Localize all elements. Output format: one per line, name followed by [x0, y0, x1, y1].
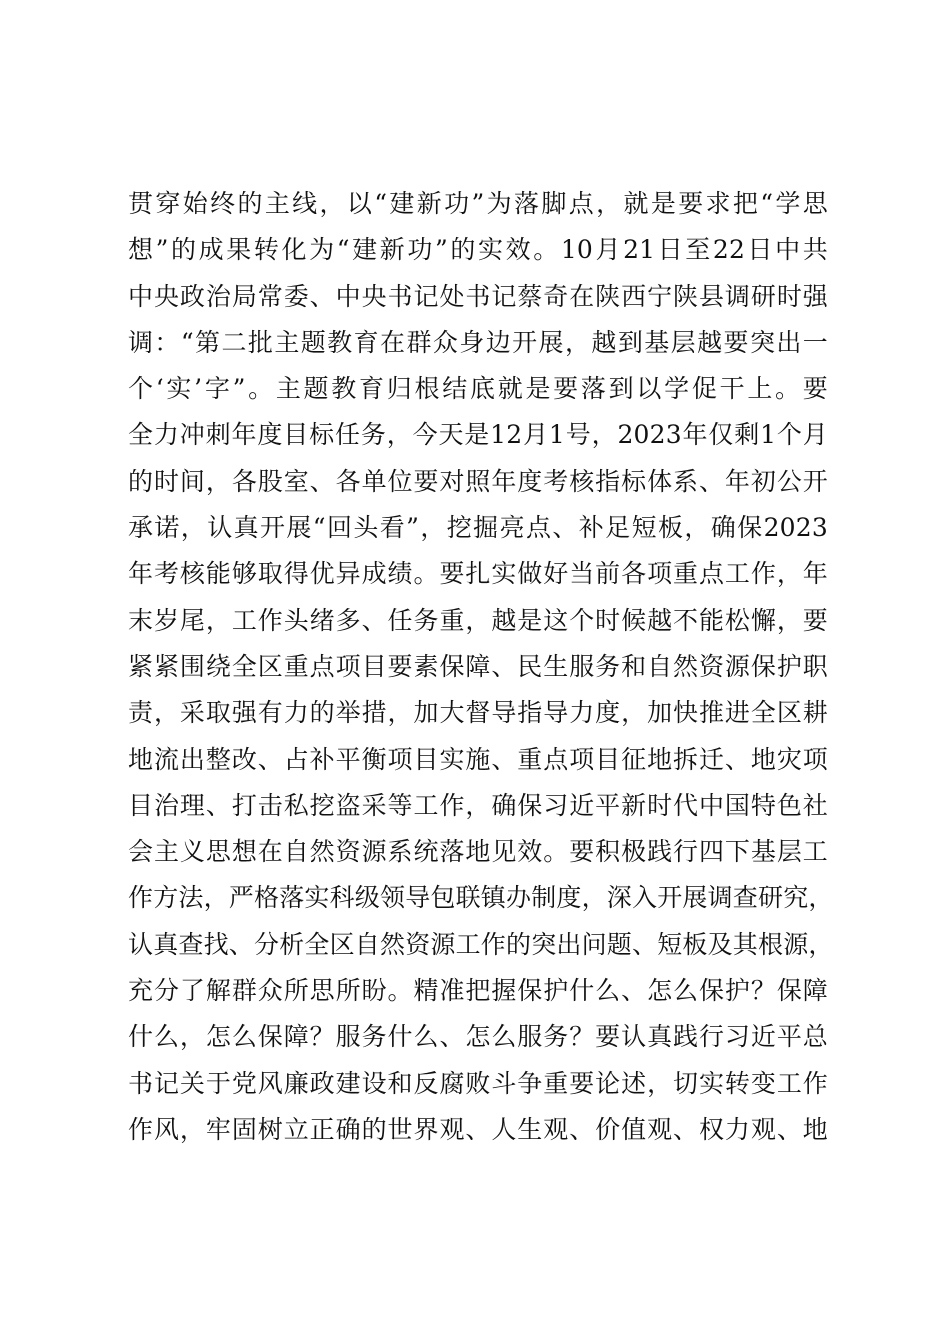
- text-line: 中央政治局常委、中央书记处书记蔡奇在陕西宁陕县调研时强: [128, 281, 828, 311]
- text-line: 年考核能够取得优异成绩。要扎实做好当前各项重点工作，年: [128, 559, 828, 589]
- text-line: 书记关于党风廉政建设和反腐败斗争重要论述，切实转变工作: [128, 1068, 828, 1098]
- text-line: 贯穿始终的主线，以“建新功”为落脚点，就是要求把“学思: [128, 189, 828, 218]
- text-line: 全力冲刺年度目标任务，今天是12月1号，2023年仅剩1个月: [128, 420, 828, 450]
- text-line: 承诺，认真开展“回头看”，挖掘亮点、补足短板，确保2023: [128, 513, 828, 543]
- text-line: 认真查找、分析全区自然资源工作的突出问题、短板及其根源，: [128, 929, 834, 959]
- text-line: 想”的成果转化为“建新功”的实效。10月21日至22日中共: [128, 235, 828, 265]
- text-line: 末岁尾，工作头绪多、任务重，越是这个时候越不能松懈，要: [128, 605, 828, 635]
- text-line: 作风，牢固树立正确的世界观、人生观、价值观、权力观、地: [128, 1114, 828, 1144]
- text-line: 责，采取强有力的举措，加大督导指导力度，加快推进全区耕: [128, 698, 828, 728]
- text-line: 地流出整改、占补平衡项目实施、重点项目征地拆迁、地灾项: [128, 744, 828, 774]
- text-line: 会主义思想在自然资源系统落地见效。要积极践行四下基层工: [128, 837, 828, 867]
- text-line: 调：“第二批主题教育在群众身边开展，越到基层越要突出一: [128, 327, 828, 357]
- text-line: 的时间，各股室、各单位要对照年度考核指标体系、年初公开: [128, 466, 828, 496]
- body-paragraph: [128, 181, 834, 1153]
- text-line: 个‘实’字”。主题教育归根结底就是要落到以学促干上。要: [128, 374, 828, 404]
- text-line: 目治理、打击私挖盗采等工作，确保习近平新时代中国特色社: [128, 790, 828, 820]
- text-line: 紧紧围绕全区重点项目要素保障、民生服务和自然资源保护职: [128, 651, 828, 681]
- text-line: 什么，怎么保障？服务什么、怎么服务？要认真践行习近平总: [128, 1022, 828, 1052]
- text-line: 充分了解群众所思所盼。精准把握保护什么、怎么保护？保障: [128, 976, 828, 1006]
- text-line: 作方法，严格落实科级领导包联镇办制度，深入开展调查研究，: [128, 883, 834, 913]
